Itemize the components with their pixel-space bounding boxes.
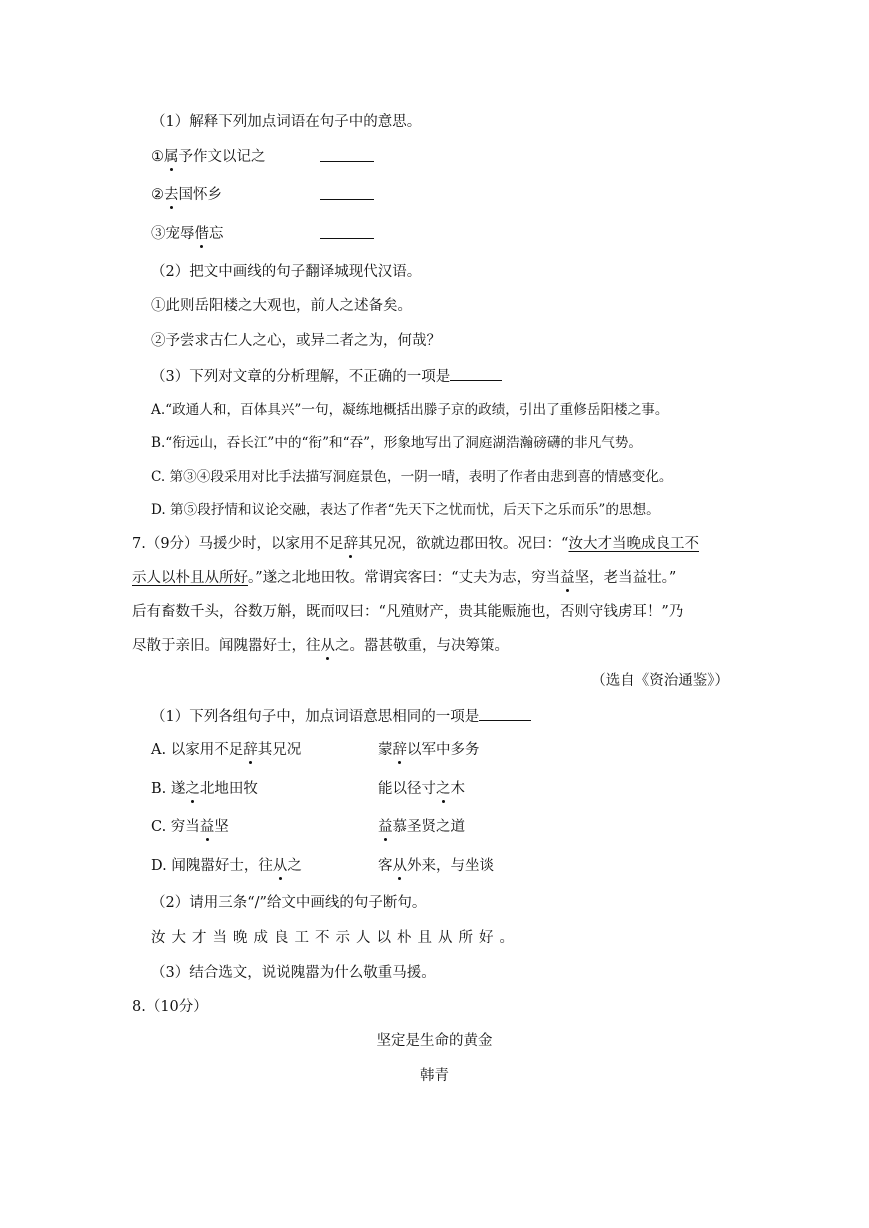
- q7-part1-prompt: （1）下列各组句子中，加点词语意思相同的一项是: [151, 706, 531, 727]
- q6-part1-item-1: ①属予作文以记之: [151, 149, 266, 165]
- q7-pair-d-left: D. 闻隗嚣好士，往从之: [151, 858, 302, 874]
- q7-part3-prompt: （3）结合选文，说说隗嚣为什么敬重马援。: [151, 965, 436, 981]
- q6-option-c: C. 第③④段采用对比手法描写洞庭景色，一阴一晴，表明了作者由悲到喜的情感变化。: [151, 469, 673, 485]
- q7-passage-line-4: 尽散于亲旧。闻隗嚣好士，往从之。嚣甚敬重，与决筹策。: [132, 638, 509, 654]
- q6-part1-item-2: ②去国怀乡: [151, 187, 222, 203]
- q7-pair-c-left: C. 穷当益坚: [151, 819, 229, 835]
- q6-option-a: A.“政通人和，百体具兴”一句，凝练地概括出滕子京的政绩，引出了重修岳阳楼之事。: [151, 402, 669, 418]
- q7-pair-b-right: 能以径寸之木: [378, 781, 465, 797]
- q7-source: （选自《资治通鉴》）: [591, 673, 729, 689]
- q7-pair-b-left: B. 遂之北地田牧: [151, 781, 258, 797]
- q7-passage-line-1: 7.（9分）马援少时，以家用不足辞其兄况，欲就边郡田牧。况曰：“汝大才当晚成良工不: [132, 536, 699, 552]
- q7-pair-a-left: A. 以家用不足辞其兄况: [151, 742, 302, 758]
- q6-answer-blank-1[interactable]: [320, 147, 374, 162]
- q6-part1-prompt: （1）解释下列加点词语在句子中的意思。: [151, 114, 422, 130]
- q6-part1-item-3: ③宠辱偕忘: [151, 226, 224, 242]
- q8-article-title: 坚定是生命的黄金: [376, 1033, 493, 1049]
- q6-answer-blank-2[interactable]: [320, 185, 374, 200]
- q8-label: 8.（10分）: [132, 999, 208, 1015]
- q7-passage-line-2: 示人以朴且从所好。”遂之北地田牧。常谓宾客曰：“丈夫为志，穷当益坚，老当益壮。”: [132, 570, 677, 586]
- q7-pair-d-right: 客从外来，与坐谈: [378, 858, 494, 874]
- q6-part3-prompt: （3）下列对文章的分析理解，不正确的一项是: [151, 366, 502, 387]
- q7-part2-prompt: （2）请用三条“/”给文中画线的句子断句。: [151, 895, 427, 911]
- q6-part3-blank[interactable]: [450, 366, 502, 381]
- q7-passage-line-3: 后有畜数千头，谷数万斛，既而叹曰：“凡殖财产，贵其能赈施也，否则守钱虏耳！”乃: [132, 604, 684, 620]
- q6-part2-prompt: （2）把文中画线的句子翻译城现代汉语。: [151, 264, 422, 280]
- q7-part1-blank[interactable]: [479, 706, 531, 721]
- q6-part2-sentence-2: ②予尝求古仁人之心，或异二者之为，何哉？: [151, 333, 441, 349]
- q7-part2-text: 汝大才当晚成良工不示人以朴且从所好。: [151, 930, 520, 946]
- q6-part2-sentence-1: ①此则岳阳楼之大观也，前人之述备矣。: [151, 298, 412, 314]
- q7-underlined-sentence-part1: 汝大才当晚成良工不: [568, 536, 699, 552]
- q7-pair-c-right: 益慕圣贤之道: [378, 819, 465, 835]
- q7-underlined-sentence-part2: 示人以朴且从所好: [132, 570, 248, 586]
- q6-option-b: B.“衔远山，吞长江”中的“衔”和“吞”，形象地写出了洞庭湖浩瀚磅礴的非凡气势。: [151, 435, 643, 451]
- q6-option-d: D. 第⑤段抒情和议论交融，表达了作者“先天下之忧而忧，后天下之乐而乐”的思想。: [151, 502, 660, 518]
- q6-answer-blank-3[interactable]: [320, 224, 374, 239]
- q8-article-author: 韩青: [420, 1068, 449, 1084]
- q7-pair-a-right: 蒙辞以军中多务: [378, 742, 480, 758]
